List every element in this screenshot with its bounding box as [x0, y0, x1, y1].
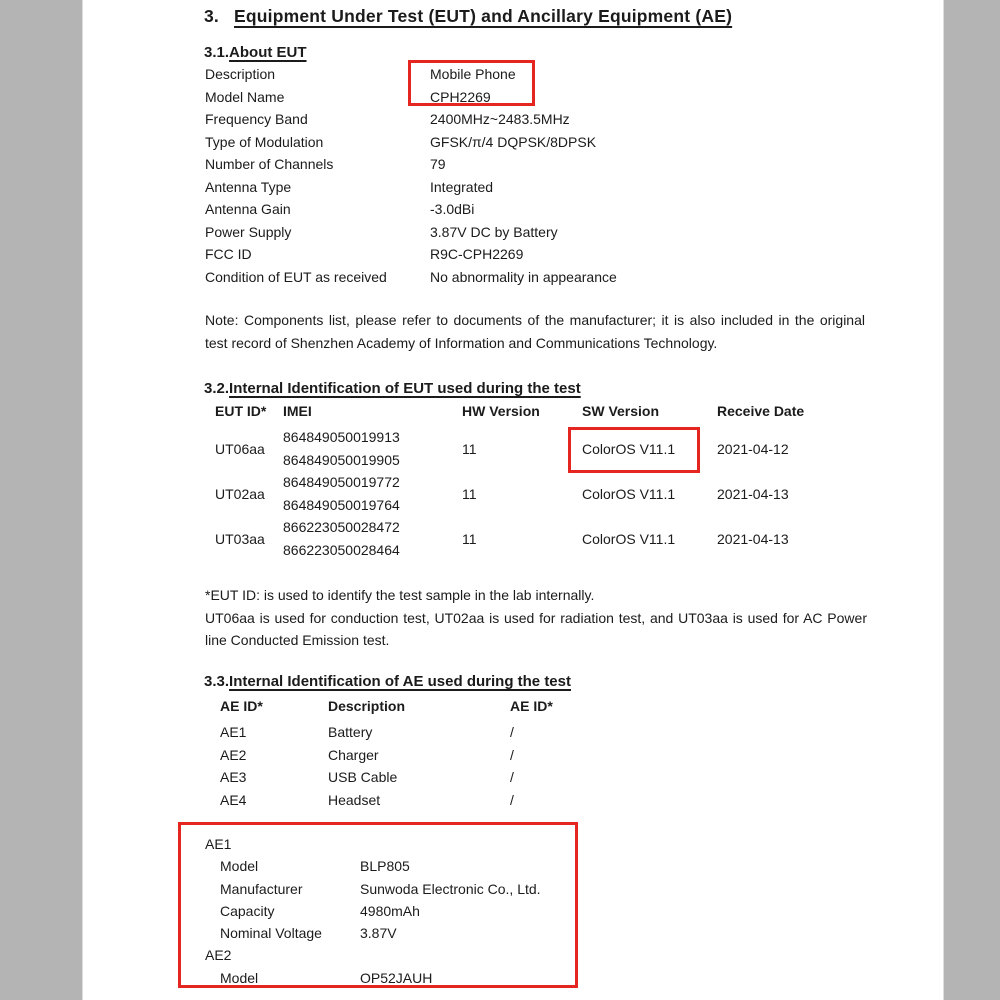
detail-label: Nominal Voltage [220, 925, 322, 942]
row-value: 3.87V DC by Battery [430, 223, 558, 240]
eut-id: UT02aa [215, 485, 265, 502]
receive-date: 2021-04-13 [717, 485, 789, 502]
row-label: Number of Channels [205, 156, 334, 172]
table-row [205, 243, 845, 266]
imei-1: 864849050019772 [283, 474, 400, 491]
imei-2: 866223050028464 [283, 541, 400, 558]
heading-text: Internal Identification of AE used during the test [229, 673, 571, 690]
detail-row [205, 900, 541, 922]
table-row [205, 63, 845, 86]
row-label: FCC ID [205, 246, 252, 262]
ae-table-header [220, 698, 553, 714]
table-row [205, 221, 845, 244]
imei-1: 866223050028472 [283, 519, 400, 536]
row-label: Model Name [205, 88, 285, 105]
heading-3-2 [204, 380, 581, 397]
heading-number: 3.2. [204, 380, 230, 397]
heading-number: 3.1. [204, 44, 230, 61]
eut-table-body [215, 426, 872, 561]
ae-id: AE3 [220, 769, 247, 786]
detail-label: Manufacturer [220, 880, 303, 897]
table-row [215, 471, 872, 516]
table-row [205, 86, 845, 109]
detail-value: Sunwoda Electronic Co., Ltd. [360, 880, 541, 897]
table-row [205, 266, 845, 289]
heading-text: About EUT [229, 44, 307, 61]
footnote-line-1: *EUT ID: is used to identify the test sample in the lab internally. [205, 587, 595, 603]
ae-description: Charger [328, 746, 379, 763]
detail-value: 4980mAh [360, 902, 420, 919]
column-header: Receive Date [717, 403, 805, 419]
detail-row [205, 967, 541, 989]
ae-value: / [510, 746, 514, 763]
column-header: Description [328, 698, 406, 714]
row-label: Power Supply [205, 223, 292, 240]
heading-number: 3.3. [204, 673, 230, 690]
row-value: 2400MHz~2483.5MHz [430, 111, 570, 127]
table-row [205, 153, 845, 176]
column-header: HW Version [462, 403, 540, 419]
eut-footnote [205, 584, 867, 652]
ae-description: USB Cable [328, 769, 398, 786]
detail-value: OP52JAUH [360, 969, 433, 986]
row-label: Antenna Gain [205, 201, 291, 217]
column-header: AE ID* [220, 698, 263, 714]
ae-id: AE2 [220, 746, 247, 763]
table-row [205, 131, 845, 154]
about-eut-table [205, 63, 845, 288]
detail-label: Model [220, 969, 259, 986]
heading-3-1 [204, 44, 307, 61]
imei-2: 864849050019764 [283, 496, 400, 513]
table-row [205, 176, 845, 199]
table-row [205, 108, 845, 131]
row-label: Type of Modulation [205, 133, 324, 150]
detail-row [205, 922, 541, 944]
detail-row [205, 878, 541, 900]
hw-version: 11 [462, 440, 477, 457]
table-row [220, 789, 514, 812]
imei-1: 864849050019913 [283, 429, 400, 446]
detail-row [205, 855, 541, 877]
row-label: Condition of EUT as received [205, 268, 387, 285]
row-value: No abnormality in appearance [430, 268, 617, 285]
table-row [220, 744, 514, 767]
ae-table-body [220, 721, 514, 812]
footnote-line-2: UT06aa is used for conduction test, UT02aa is used for radiation test, and UT03aa is used for AC Power line Conducted Emission test. [205, 609, 867, 649]
sw-version: ColorOS V11.1 [582, 485, 676, 502]
column-header: EUT ID* [215, 403, 267, 419]
ae-id: AE1 [220, 724, 247, 740]
table-row [220, 721, 514, 744]
row-value: CPH2269 [430, 88, 491, 105]
eut-id: UT03aa [215, 530, 265, 547]
table-row [215, 516, 872, 561]
row-value: Mobile Phone [430, 66, 516, 82]
row-label: Description [205, 66, 276, 82]
ae-id: AE4 [220, 792, 247, 809]
column-header: SW Version [582, 403, 660, 419]
hw-version: 11 [462, 485, 477, 502]
page-title [204, 6, 732, 27]
hw-version: 11 [462, 530, 477, 547]
ae-value: / [510, 792, 514, 809]
row-value: 79 [430, 156, 446, 172]
imei-cell [283, 516, 462, 561]
row-value: GFSK/π/4 DQPSK/8DPSK [430, 133, 597, 150]
report-page [83, 0, 943, 1000]
sw-version: ColorOS V11.1 [582, 530, 676, 547]
detail-label: Model [220, 858, 259, 875]
note-paragraph: Note: Components list, please refer to documents of the manufacturer; it is also included in the original test record of Shenzhen Academy of Information and Communications Technology. [205, 312, 865, 351]
sw-version: ColorOS V11.1 [582, 440, 676, 457]
table-row [220, 766, 514, 789]
row-label: Frequency Band [205, 111, 308, 127]
detail-value: BLP805 [360, 858, 410, 875]
table-row [215, 426, 872, 471]
row-label: Antenna Type [205, 178, 292, 195]
heading-3-3 [204, 673, 571, 690]
ae-description: Headset [328, 792, 381, 809]
ae-group-id: AE2 [205, 947, 232, 964]
row-value: R9C-CPH2269 [430, 246, 524, 262]
ae-description: Battery [328, 724, 373, 740]
table-row [205, 198, 845, 221]
ae-value: / [510, 769, 514, 786]
eut-table-header [215, 404, 872, 419]
detail-label: Capacity [220, 902, 275, 919]
imei-2: 864849050019905 [283, 451, 400, 468]
ae-details-block [205, 833, 541, 989]
heading-text: Internal Identification of EUT used during the test [229, 380, 581, 397]
ae-value: / [510, 724, 514, 740]
ae-group-id: AE1 [205, 836, 232, 852]
eut-id: UT06aa [215, 440, 265, 457]
row-value: -3.0dBi [430, 201, 475, 217]
receive-date: 2021-04-12 [717, 440, 789, 457]
imei-cell [283, 426, 462, 471]
detail-value: 3.87V [360, 925, 397, 942]
section-number: 3. [204, 6, 219, 26]
imei-cell [283, 471, 462, 516]
row-value: Integrated [430, 178, 494, 195]
section-title-text: Equipment Under Test (EUT) and Ancillary Equipment (AE) [234, 6, 733, 26]
column-header: IMEI [283, 403, 312, 419]
receive-date: 2021-04-13 [717, 530, 789, 547]
column-header: AE ID* [510, 698, 553, 714]
